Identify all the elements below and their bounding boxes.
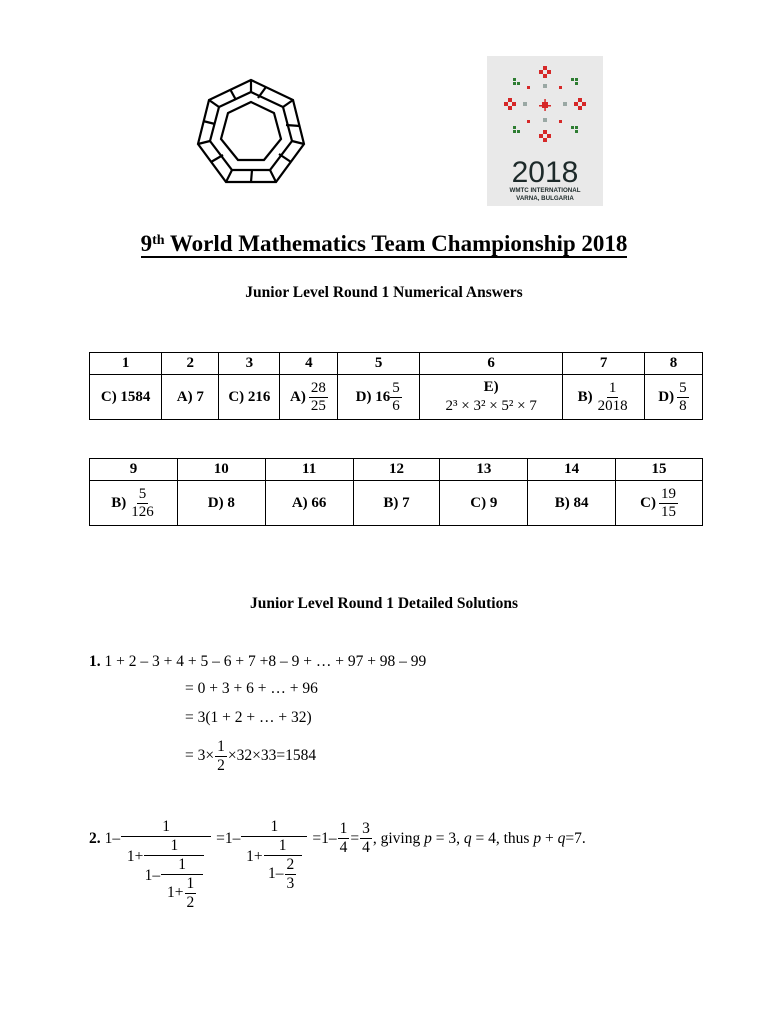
denominator: 6: [392, 397, 400, 414]
fraction: [390, 380, 402, 415]
fraction: [264, 837, 302, 893]
fraction: [161, 856, 203, 912]
answer-prefix: D) 16: [355, 388, 391, 405]
numerator: 1: [217, 738, 225, 755]
numerator: 1: [264, 837, 302, 856]
denominator: [246, 837, 303, 893]
question-number: 8: [644, 353, 702, 375]
numerator: 1: [186, 875, 195, 892]
numerator: 1: [161, 856, 203, 875]
math-term: =: [350, 830, 360, 847]
question-number: 12: [353, 459, 440, 481]
denominator: 4: [362, 839, 370, 856]
answer-15: [616, 481, 703, 526]
page-title: [0, 228, 768, 260]
math-variable: q: [463, 830, 472, 847]
solution-1-line-1: [89, 652, 426, 672]
question-number: 9: [90, 459, 178, 481]
denominator: 2018: [597, 397, 628, 414]
numerator: 19: [660, 485, 676, 502]
solution-1-line-3: = 3(1 + 2 + … + 32): [185, 709, 312, 726]
math-term: =1–: [312, 830, 337, 847]
wmtc-2018-logo: [487, 56, 603, 206]
fraction: [144, 837, 204, 912]
answer-9: [90, 481, 178, 526]
math-term: =1–: [216, 830, 241, 847]
answer-2: A) 7: [162, 375, 219, 420]
fraction: [596, 380, 630, 415]
question-number: 13: [440, 459, 528, 481]
solution-1-line-4: [185, 738, 316, 775]
fraction: [285, 856, 297, 893]
math-term: 1+: [126, 848, 144, 865]
table-header-row: [90, 353, 703, 375]
answer-1: C) 1584: [90, 375, 162, 420]
denominator: 3: [286, 875, 295, 892]
answer-prefix: B): [111, 494, 127, 511]
solution-number: 2.: [89, 830, 101, 847]
denominator: [167, 875, 197, 912]
question-number: 6: [419, 353, 563, 375]
numerator: 5: [679, 379, 687, 396]
answer-prefix: D): [658, 388, 675, 405]
math-term: 1+: [167, 884, 184, 901]
answer-8: [644, 375, 702, 420]
numerator: 1: [144, 837, 204, 856]
denominator: [145, 856, 205, 912]
answer-prefix: A): [290, 388, 306, 405]
answer-11: A) 66: [265, 481, 353, 526]
numerator: 1: [339, 820, 348, 837]
nested-fraction: [241, 818, 307, 893]
logo-line-2: VARNA, BULGARIA: [516, 195, 574, 202]
table-answer-row: [90, 481, 703, 526]
question-number: 15: [616, 459, 703, 481]
question-number: 11: [265, 459, 353, 481]
fraction: [659, 486, 678, 521]
denominator: 2: [186, 894, 195, 911]
math-term: 1–: [144, 867, 161, 884]
numerator: 1: [241, 818, 307, 837]
table-answer-row: [90, 375, 703, 420]
fraction: [185, 875, 197, 912]
fraction: [360, 820, 372, 857]
numerator: 2: [286, 856, 295, 873]
answer-expression: 2³ × 3² × 5² × 7: [445, 398, 537, 414]
solution-1-line-2: = 0 + 3 + 6 + … + 96: [185, 680, 318, 697]
denominator: 4: [339, 839, 348, 856]
question-number: 14: [528, 459, 616, 481]
fraction: [215, 738, 227, 775]
denominator: [127, 837, 206, 912]
denominator: 25: [310, 397, 326, 414]
math-variable: p: [533, 830, 542, 847]
question-number: 5: [338, 353, 419, 375]
solution-number: 1.: [89, 653, 101, 670]
question-number: 4: [280, 353, 338, 375]
math-term: 1–: [268, 865, 284, 882]
solution-2: [89, 818, 586, 912]
answers-table-1: [89, 352, 703, 420]
question-number: 7: [563, 353, 644, 375]
numerator: 1: [121, 818, 211, 837]
fraction: [677, 380, 689, 415]
question-number: 2: [162, 353, 219, 375]
answer-7: [563, 375, 644, 420]
answer-13: C) 9: [440, 481, 528, 526]
solution-text: = 3×: [185, 747, 215, 765]
denominator: [268, 856, 297, 893]
denominator: 2: [217, 757, 225, 774]
answers-heading: Junior Level Round 1 Numerical Answers: [245, 284, 523, 301]
answer-12: B) 7: [353, 481, 440, 526]
question-number: 1: [90, 353, 162, 375]
nested-fraction: [121, 818, 211, 912]
answer-10: D) 8: [177, 481, 265, 526]
numerator: 3: [362, 820, 370, 837]
title-sup: th: [152, 233, 165, 248]
solution-text: ×32×33=1584: [227, 747, 317, 765]
denominator: 126: [131, 503, 154, 520]
question-number: 3: [219, 353, 280, 375]
answer-5: [338, 375, 419, 420]
solutions-heading: Junior Level Round 1 Detailed Solutions: [250, 595, 518, 612]
math-term: 1–: [104, 830, 121, 847]
championship-logo: [196, 78, 306, 191]
solution-2-conclusion: , giving p = 3, q = 4, thus p + q=7.: [372, 830, 586, 847]
denominator: 15: [660, 503, 676, 520]
title-rest: World Mathematics Team Championship 2018: [164, 231, 628, 256]
fraction: [129, 486, 156, 521]
solution-text: 1 + 2 – 3 + 4 + 5 – 6 + 7 +8 – 9 + … + 97 + 98 – 99: [104, 653, 427, 670]
denominator: 8: [679, 397, 687, 414]
logo-year: 2018: [511, 156, 579, 189]
answer-prefix: B): [577, 388, 593, 405]
answers-table-2: [89, 458, 703, 526]
answer-14: B) 84: [528, 481, 616, 526]
numerator: 1: [608, 379, 617, 396]
question-number: 10: [177, 459, 265, 481]
math-variable: q: [557, 830, 566, 847]
answer-prefix: E): [483, 379, 499, 395]
fraction: [309, 380, 328, 415]
table-header-row: [90, 459, 703, 481]
numerator: 5: [138, 485, 147, 502]
numerator: 5: [392, 379, 400, 396]
math-term: 1+: [246, 848, 263, 865]
numerator: 28: [310, 379, 326, 396]
math-variable: p: [424, 830, 432, 847]
title-ordinal: 9: [140, 231, 153, 256]
answer-6: [419, 375, 563, 420]
logo-line-1: WMTC INTERNATIONAL: [509, 187, 581, 194]
answer-3: C) 216: [219, 375, 280, 420]
answer-prefix: C): [640, 494, 656, 511]
fraction: [338, 820, 350, 857]
answer-4: [280, 375, 338, 420]
